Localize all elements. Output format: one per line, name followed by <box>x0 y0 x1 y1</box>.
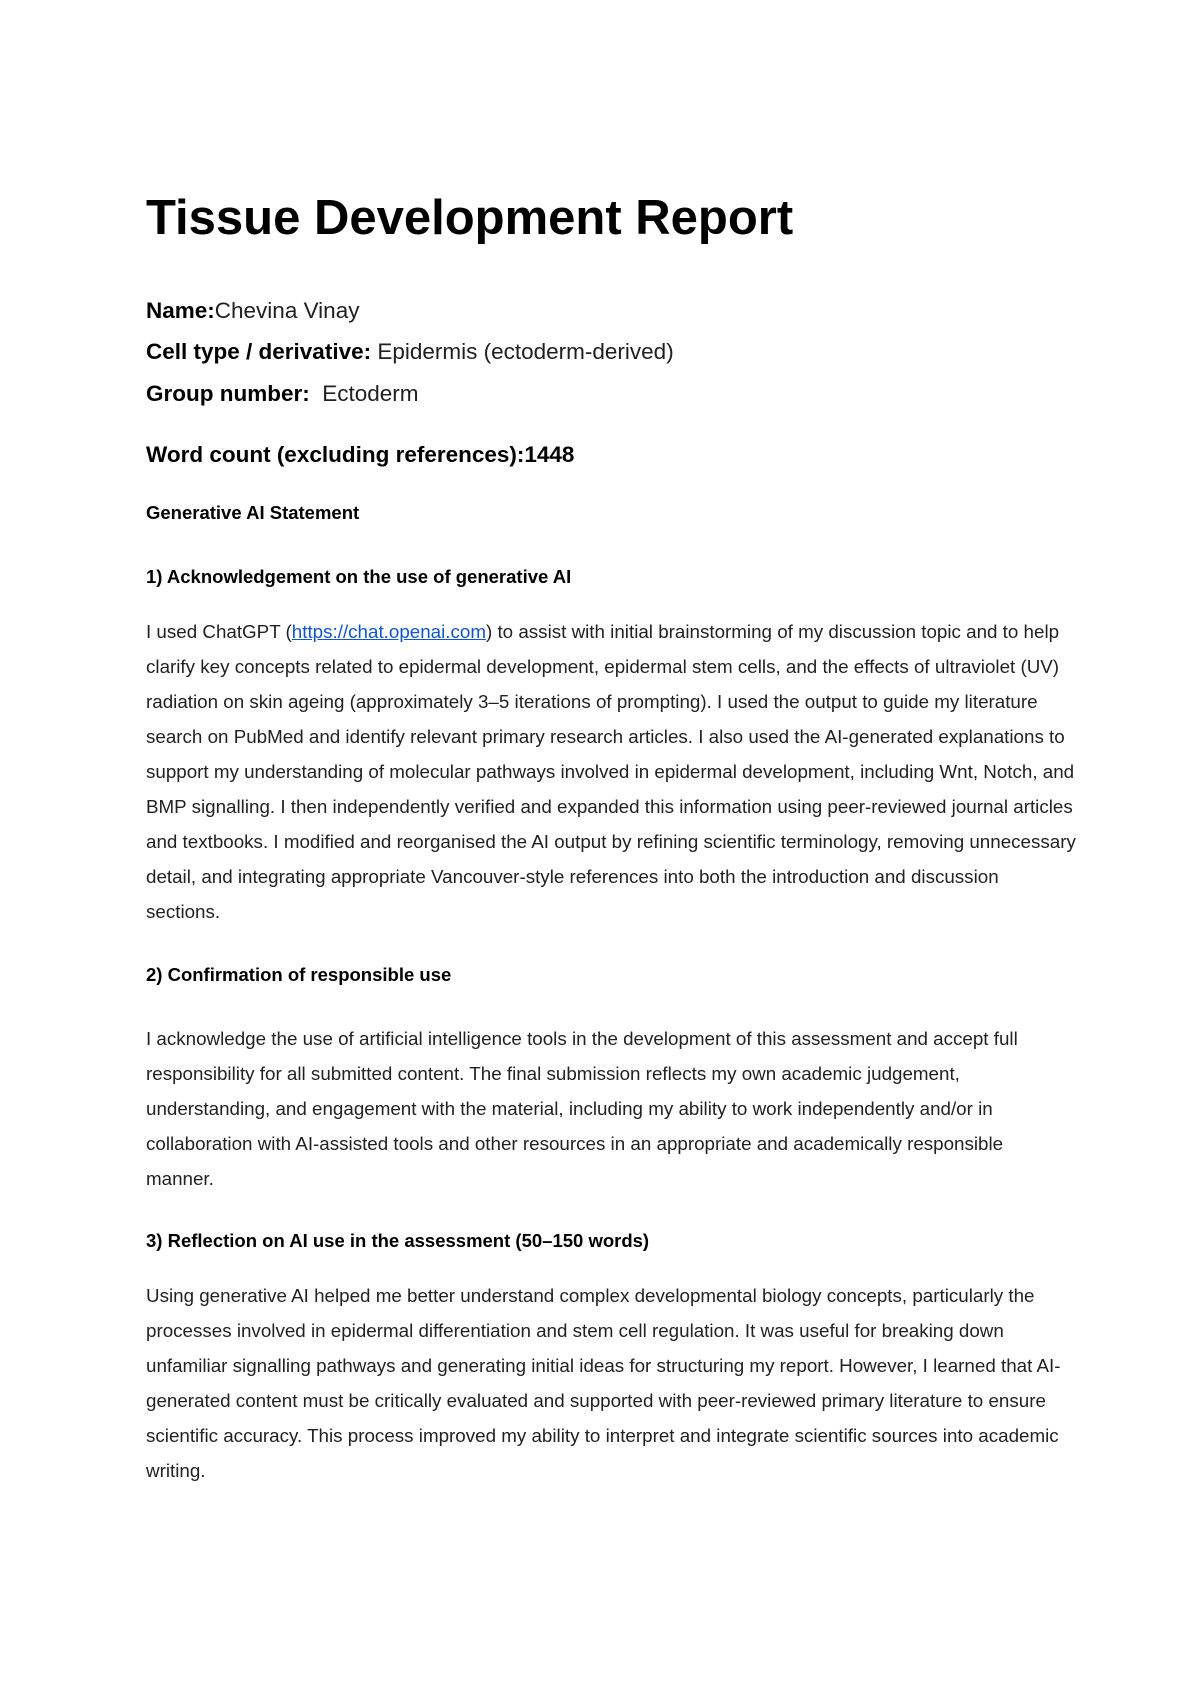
chatgpt-link[interactable]: https://chat.openai.com <box>291 621 486 642</box>
section1-text-end: ) to assist with initial brainstorming of my discussion topic and to help clarify key concepts related to epidermal development, epidermal stem cells, and the effects of ultraviolet (UV) radiation on skin ageing (approximately 3–5 iterations of prompting). I used the output to guide my literature search on PubMed and identify relevant primary research articles. I also used the AI-generated explanations to support my understanding of molecular pathways involved in epidermal development, including Wnt, Notch, and BMP signalling. I then independently verified and expanded this information using peer-reviewed journal articles and textbooks. I modified and reorganised the AI output by refining scientific terminology, removing unnecessary detail, and integrating appropriate Vancouver-style references into both the introduction and discussion sections. <box>146 621 1076 922</box>
statement-heading: Generative AI Statement <box>146 502 360 523</box>
section2-heading: 2) Confirmation of responsible use <box>146 964 452 985</box>
section2-paragraph: I acknowledge the use of artificial intelligence tools in the development of this assessment and accept full responsibility for all submitted content. The final submission reflects my own academic judgement, understanding, and engagement with the material, including my ability to work independently and/or in collaboration with AI-assisted tools and other resources in an appropriate and academically responsible manner. <box>146 1028 1018 1189</box>
group-label: Group number: <box>146 381 310 406</box>
section1-text-start: I used ChatGPT ( <box>146 621 292 642</box>
name-value: Chevina Vinay <box>214 298 360 323</box>
page-title: Tissue Development Report <box>146 191 794 245</box>
section1-paragraph <box>146 614 1076 929</box>
cell-type-label: Cell type / derivative: <box>146 339 372 364</box>
section3-paragraph: Using generative AI helped me better understand complex developmental biology concepts, particularly the processes involved in epidermal differentiation and stem cell regulation. It was useful for breaking down unfamiliar signalling pathways and generating initial ideas for structuring my report. However, I learned that AI-generated content must be critically evaluated and supported with peer-reviewed primary literature to ensure scientific accuracy. This process improved my ability to interpret and integrate scientific sources into academic writing. <box>146 1285 1061 1481</box>
name-line <box>146 297 359 324</box>
section1-heading: 1) Acknowledgement on the use of generative AI <box>146 566 572 587</box>
word-count: Word count (excluding references):1448 <box>146 442 575 467</box>
group-value: Ectoderm <box>309 381 419 406</box>
cell-type-value: Epidermis (ectoderm-derived) <box>371 339 674 364</box>
section3-heading: 3) Reflection on AI use in the assessment (50–150 words) <box>146 1230 650 1251</box>
name-label: Name: <box>146 298 215 323</box>
cell-type-line <box>146 338 674 365</box>
group-line <box>146 380 419 407</box>
